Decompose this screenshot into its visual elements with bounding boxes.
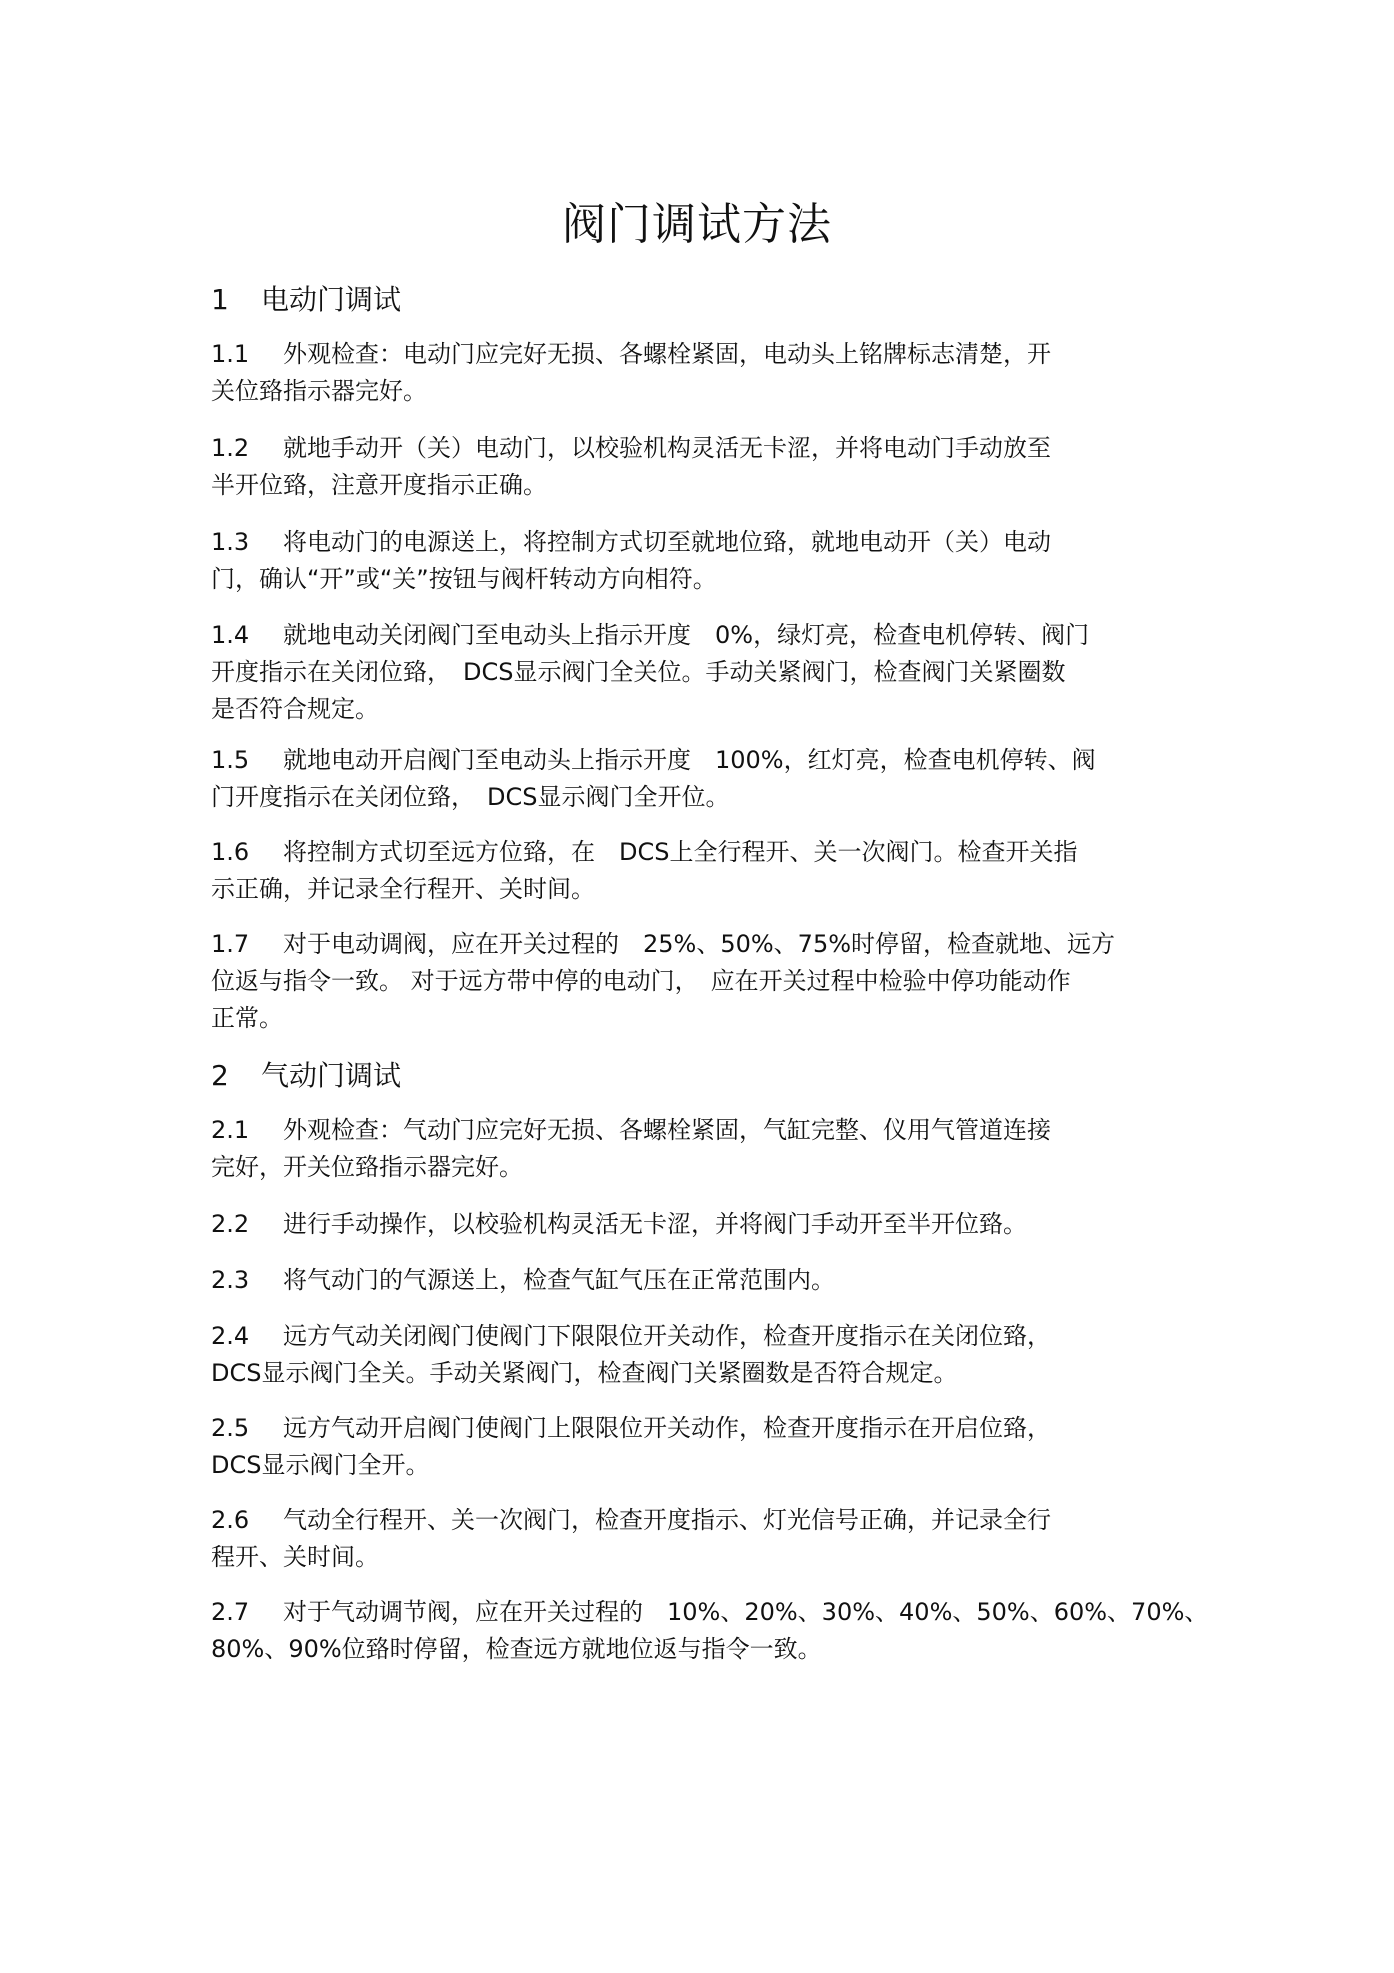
paragraph-line: 是否符合规定。 (211, 695, 379, 723)
paragraph-1-2 (211, 430, 1211, 504)
item-number: 2.7 (211, 1598, 250, 1626)
paragraph-1-3 (211, 524, 1211, 598)
paragraph-2-5 (211, 1410, 1211, 1484)
paragraph-line: 示正确，并记录全行程开、关时间。 (211, 875, 595, 903)
paragraph-2-7 (211, 1594, 1211, 1668)
paragraph-1-1 (211, 336, 1211, 410)
paragraph-line: 正常。 (211, 1004, 283, 1032)
item-number: 2.5 (211, 1414, 250, 1442)
item-number: 1.4 (211, 621, 250, 649)
paragraph-line: 1.2 就地手动开（关）电动门，以校验机构灵活无卡涩，并将电动门手动放至 (211, 430, 1211, 467)
paragraph-line: 1.1 外观检查：电动门应完好无损、各螺栓紧固，电动头上铭牌标志清楚，开 (211, 336, 1211, 373)
item-number: 1.5 (211, 746, 250, 774)
paragraph-line: 位返与指令一致。 对于远方带中停的电动门， 应在开关过程中检验中停功能动作 (211, 967, 1071, 995)
paragraph-line: 2.3 将气动门的气源送上，检查气缸气压在正常范围内。 (211, 1262, 1211, 1299)
paragraph-2-1 (211, 1112, 1211, 1186)
item-number: 1.2 (211, 434, 250, 462)
paragraph-line: 完好，开关位臵指示器完好。 (211, 1153, 523, 1181)
section-number: 1 (211, 283, 229, 316)
paragraph-1-5 (211, 742, 1211, 816)
paragraph-line: 1.5 就地电动开启阀门至电动头上指示开度 100%，红灯亮，检查电机停转、阀 (211, 742, 1211, 779)
paragraph-line: 2.7 对于气动调节阀，应在开关过程的 10%、20%、30%、40%、50%、60%、70%、 (211, 1594, 1211, 1631)
section-heading-1 (211, 282, 401, 318)
item-number: 1.7 (211, 930, 250, 958)
item-number: 2.4 (211, 1322, 250, 1350)
paragraph-line: 2.4 远方气动关闭阀门使阀门下限限位开关动作，检查开度指示在关闭位臵， (211, 1318, 1211, 1355)
paragraph-1-6 (211, 834, 1211, 908)
paragraph-line: 1.7 对于电动调阀，应在开关过程的 25%、50%、75%时停留，检查就地、远方 (211, 926, 1211, 963)
item-number: 2.3 (211, 1266, 250, 1294)
item-number: 1.1 (211, 340, 250, 368)
paragraph-line: 80%、90%位臵时停留，检查远方就地位返与指令一致。 (211, 1635, 822, 1663)
paragraph-line: DCS显示阀门全开。 (211, 1451, 430, 1479)
item-number: 2.6 (211, 1506, 250, 1534)
paragraph-line: 2.6 气动全行程开、关一次阀门，检查开度指示、灯光信号正确，并记录全行 (211, 1502, 1211, 1539)
item-number: 1.3 (211, 528, 250, 556)
item-number: 2.2 (211, 1210, 250, 1238)
paragraph-line: 关位臵指示器完好。 (211, 377, 427, 405)
section-title: 气动门调试 (261, 1059, 402, 1092)
paragraph-line: 2.2 进行手动操作，以校验机构灵活无卡涩，并将阀门手动开至半开位臵。 (211, 1206, 1211, 1243)
section-title: 电动门调试 (261, 283, 402, 316)
paragraph-line: 半开位臵，注意开度指示正确。 (211, 471, 547, 499)
paragraph-1-4 (211, 617, 1211, 728)
paragraph-line: 开度指示在关闭位臵， DCS显示阀门全关位。手动关紧阀门，检查阀门关紧圈数 (211, 658, 1066, 686)
paragraph-line: 1.3 将电动门的电源送上，将控制方式切至就地位臵，就地电动开（关）电动 (211, 524, 1211, 561)
paragraph-line: DCS显示阀门全关。手动关紧阀门，检查阀门关紧圈数是否符合规定。 (211, 1359, 958, 1387)
paragraph-line: 2.5 远方气动开启阀门使阀门上限限位开关动作，检查开度指示在开启位臵， (211, 1410, 1211, 1447)
item-number: 1.6 (211, 838, 250, 866)
paragraph-2-6 (211, 1502, 1211, 1576)
paragraph-2-2 (211, 1206, 1211, 1243)
paragraph-2-3 (211, 1262, 1211, 1299)
section-number: 2 (211, 1059, 229, 1092)
paragraph-line: 门，确认“开”或“关”按钮与阀杆转动方向相符。 (211, 565, 717, 593)
document-title: 阀门调试方法 (562, 199, 832, 250)
paragraph-line: 2.1 外观检查：气动门应完好无损、各螺栓紧固，气缸完整、仪用气管道连接 (211, 1112, 1211, 1149)
paragraph-2-4 (211, 1318, 1211, 1392)
paragraph-line: 1.4 就地电动关闭阀门至电动头上指示开度 0%，绿灯亮，检查电机停转、阀门 (211, 617, 1211, 654)
paragraph-line: 程开、关时间。 (211, 1543, 379, 1571)
paragraph-1-7 (211, 926, 1211, 1037)
paragraph-line: 门开度指示在关闭位臵， DCS显示阀门全开位。 (211, 783, 730, 811)
section-heading-2 (211, 1058, 401, 1094)
item-number: 2.1 (211, 1116, 250, 1144)
paragraph-line: 1.6 将控制方式切至远方位臵，在 DCS上全行程开、关一次阀门。检查开关指 (211, 834, 1211, 871)
